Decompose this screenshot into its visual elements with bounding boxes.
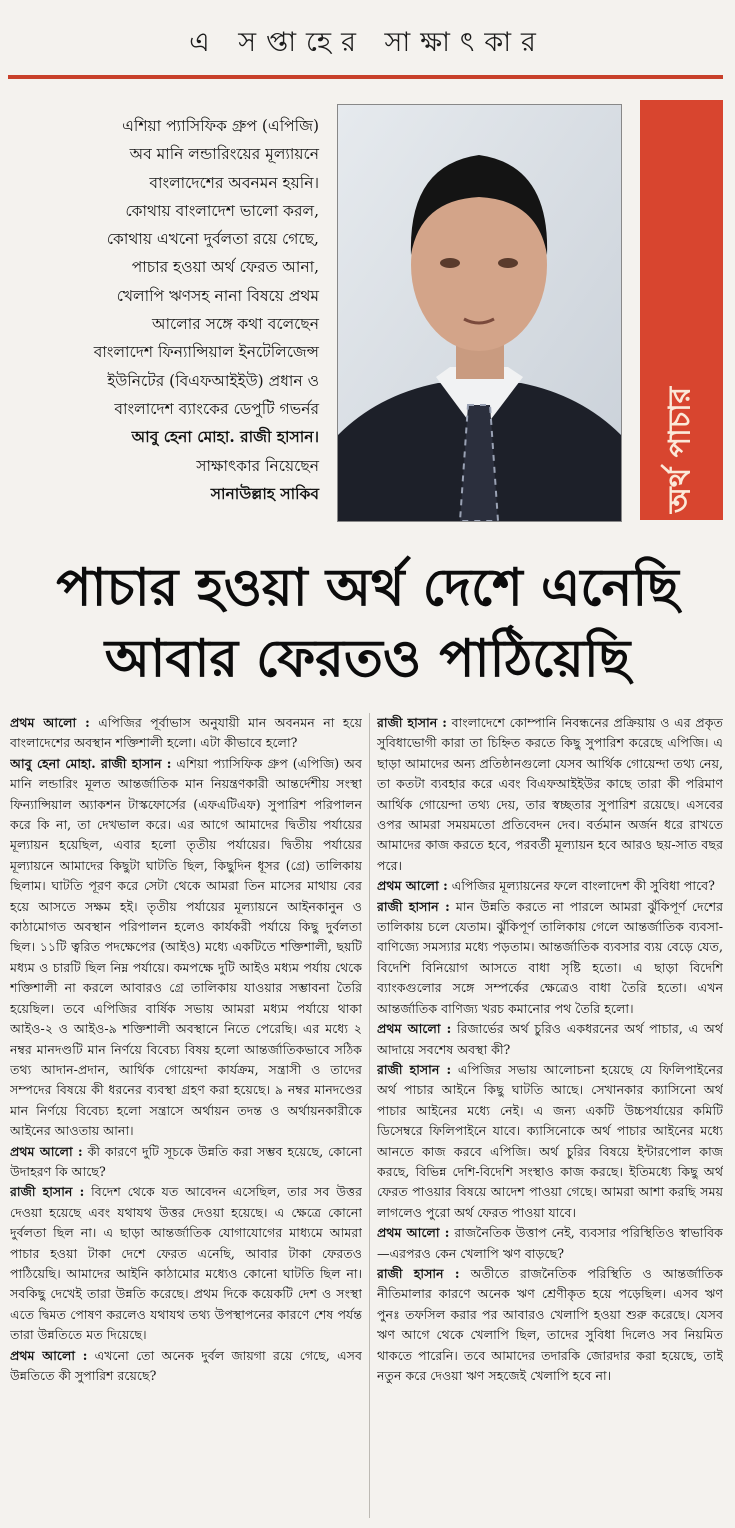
qa-paragraph — [377, 713, 723, 876]
qa-paragraph — [10, 754, 362, 1142]
paragraph-text: এপিজির পূর্বাভাস অনুযায়ী মান অবনমন না হয়ে বাংলাদেশের অবস্থান শক্তিশালী হলো। এটা কীভাবে হলো? — [10, 715, 362, 751]
paragraph-text: এশিয়া প্যাসিফিক গ্রুপ (এপিজি) অব মানি লন্ডারিং মূলত আন্তর্জাতিক মান নিয়ন্ত্রণকারী আন্তর্দেশীয় সংস্থা ফিন্যান্সিয়াল অ্যাকশন টাস্কফোর্সের (এফএটিএফ) সুপারিশ পরিপালন করে কি না, তা দেখভাল করে। এর আগে আমাদের দ্বিতীয় পর্যায়ের মূল্যায়ন হয়েছিল, এবার হলো তৃতীয় পর্যায়ের। দ্বিতীয় পর্যায়ের মূল্যায়নে আমাদের কিছুটা ঘাটতি ছিল, কিছুদিন ধূসর (গ্রে) তালিকায় ছিলাম। ঘাটতি পূরণ করে সেটা থেকে আমরা তিন মাসের মাথায় বের হয়ে আসতে সক্ষম হই। তৃতীয় পর্যায়ের মূল্যায়নে আইনকানুন ও কাঠামোগত অবস্থান পরিপালন হলেও কার্যকরী পর্যায়ে কিছু দুর্বলতা ছিল। ১১টি ত্বরিত পদক্ষেপের (আইও) মধ্যে একটিতে শক্তিশালী, ছয়টি মধ্যম ও চারটি ছিল নিম্ন পর্যায়ে। কমপক্ষে দুটি আইও মধ্যম পর্যায় থেকে শক্তিশালী না করলে আবারও গ্রে তালিকায় যাওয়ার সম্ভাবনা তৈরি হয়েছিল। তবে এপিজির বার্ষিক সভায় আমরা মধ্যম পর্যায়ে থাকা আইও-২ ও আইও-৯ শক্তিশালী অবস্থানে নিতে পেরেছি। এর মধ্যে ২ নম্বর মানদণ্ডটি মান নির্ণয়ে বিবেচ্য বিষয় হলো আন্তর্জাতিকভাবে সঠিক তথ্য আদান-প্রদান, আর্থিক গোয়েন্দা কার্যক্রম, সন্ত্রাসী ও তাদের সম্পদের বিষয়ে কী ধরনের ব্যবস্থা গ্রহণ করা হয়েছে। ৯ নম্বর মানদণ্ডের মান নির্ণয়ে বিবেচ্য হলো সন্ত্রাসে অর্থায়ন তদন্ত ও অর্থায়নকারীকে আইনের আওতায় আনা। — [10, 755, 362, 1139]
intro-line: বাংলাদেশের অবনমন হয়নি। — [149, 173, 319, 192]
speaker-label: প্রথম আলো : — [377, 878, 448, 894]
paragraph-text: বাংলাদেশে কোম্পানি নিবন্ধনের প্রক্রিয়ায় ও এর প্রকৃত সুবিধাভোগী কারা তা চিহ্নিত করতে কিছু সুপারিশ করেছে এপিজি। এ ছাড়া আমাদের অন্য প্রতিষ্ঠানগুলো যেসব আর্থিক গোয়েন্দা তথ্য নেয়, তা কতটা ব্যবহার করে এবং বিএফআইইউর কাছে তারা কী পরিমাণ আর্থিক গোয়েন্দা তথ্য দেয়, তার স্বচ্ছতার সুপারিশ রয়েছে। এসবের ওপর আমরা সময়মতো প্রতিবেদন দেব। বর্তমান অর্জন ধরে রাখতে আমাদের কাজ করতে হবে, পরবর্তী মূল্যায়ন হবে আরও ছয়-সাত বছর পরে। — [377, 715, 723, 873]
portrait-photo — [337, 104, 622, 522]
byline-label: সাক্ষাৎকার নিয়েছেন — [196, 456, 319, 475]
qa-paragraph — [377, 876, 723, 896]
intro-line: বাংলাদেশ ব্যাংকের ডেপুটি গভর্নর — [114, 399, 319, 418]
paragraph-text: এপিজির মূল্যায়নের ফলে বাংলাদেশ কী সুবিধা পাবে? — [451, 878, 715, 894]
speaker-label: রাজী হাসান : — [377, 1061, 452, 1077]
speaker-label: রাজী হাসান : — [377, 898, 450, 914]
paragraph-text: রাজনৈতিক উত্তাপ নেই, ব্যবসার পরিস্থিতিও স্বাভাবিক—এরপরও কেন খেলাপি ঋণ বাড়ছে? — [377, 1225, 723, 1261]
speaker-label: প্রথম আলো : — [10, 1347, 88, 1363]
speaker-label: রাজী হাসান : — [377, 715, 447, 730]
byline-name: সানাউল্লাহ সাকিব — [210, 483, 319, 503]
intro-line: পাচার হওয়া অর্থ ফেরত আনা, — [131, 258, 319, 277]
portrait-illustration — [338, 105, 621, 521]
section-rule — [8, 75, 723, 79]
speaker-label: প্রথম আলো : — [377, 1021, 452, 1037]
topic-tag: অর্থ পাচার — [662, 386, 698, 514]
qa-paragraph — [10, 1346, 362, 1387]
column-divider — [369, 713, 370, 1518]
intro-line: অব মানি লন্ডারিংয়ের মূল্যায়নে — [129, 145, 319, 164]
paragraph-text: এপিজির সভায় আলোচনা হয়েছে যে ফিলিপাইনের অর্থ পাচার আইনে কিছু ঘাটতি আছে। সেখানকার ক্যাসিনো অর্থ পাচার আইনের মধ্যে নেই। এ জন্য একটি উচ্চপর্যায়ের কমিটি ডিসেম্বরে ফিলিপাইনে যাবে। ক্যাসিনোকে অর্থ পাচার আইনের মধ্যে আনতে কাজ করবে এপিজি। অর্থ চুরির বিষয়ে ইন্টারপোল কাজ করছে, বিভিন্ন দেশি-বিদেশি সংস্থাও কাজ করছে। ইতিমধ্যে কিছু অর্থ ফেরত পাওয়ার বিষয়ে আদেশ পাওয়া গেছে। আমরা আশা করছি সময় লাগলেও পুরো অর্থ ফেরত পাওয়া যাবে। — [377, 1061, 723, 1220]
speaker-label: আবু হেনা মোহা. রাজী হাসান : — [10, 755, 172, 771]
article-column-left — [10, 713, 362, 1525]
paragraph-text: অতীতে রাজনৈতিক পরিস্থিতি ও আন্তর্জাতিক নীতিমালার কারণে অনেক ঋণ শ্রেণীকৃত হয়ে পড়েছিল। এসব ঋণ পুনঃ তফসিল করার পর আবারও খেলাপি হওয়া শুরু করেছে। যেসব ঋণ আগে থেকে খেলাপি ছিল, তাদের সুবিধা দিলেও সব নিয়মিত থাকতে পারেনি। তবে আমাদের তদারকি জোরদার করা হয়েছে, তাই নতুন করে দেওয়া ঋণ সহজেই খেলাপি হবে না। — [377, 1265, 723, 1383]
paragraph-text: রিজার্ভের অর্থ চুরিও একধরনের অর্থ পাচার, এ অর্থ আদায়ে সবশেষ অবস্থা কী? — [377, 1021, 723, 1057]
qa-paragraph — [377, 1019, 723, 1060]
qa-paragraph — [377, 1264, 723, 1386]
intro-line: খেলাপি ঋণসহ নানা বিষয়ে প্রথম — [116, 286, 319, 305]
qa-paragraph — [10, 1182, 362, 1345]
qa-paragraph — [377, 1223, 723, 1264]
qa-paragraph — [10, 713, 362, 754]
speaker-label: রাজী হাসান : — [377, 1265, 460, 1281]
intro-line: বাংলাদেশ ফিন্যান্সিয়াল ইনটেলিজেন্স — [93, 343, 319, 362]
intro-line: কোথায় এখনো দুর্বলতা রয়ে গেছে, — [106, 230, 319, 249]
speaker-label: প্রথম আলো : — [10, 1143, 83, 1159]
paragraph-text: বিদেশ থেকে যত আবেদন এসেছিল, তার সব উত্তর দেওয়া হয়েছে এবং যথাযথ উত্তর দেওয়া হয়েছে। এ ক্ষেত্রে কোনো দুর্বলতা ছিল না। এ ছাড়া আন্তর্জাতিক যোগাযোগের মাধ্যমে আমরা পাচার হওয়া টাকা দেশে ফেরত এনেছি, আবার টাকা ফেরতও পাঠিয়েছি। আমাদের আইনি কাঠামোর মধ্যেও কোনো ঘাটতি ছিল না। সবকিছু দেখেই তারা উন্নতি করেছে। প্রথম দিকে কয়েকটি দেশ ও সংস্থা এতে দ্বিমত পোষণ করলেও যথাযথ তথ্য উপস্থাপনের কারণে শেষ পর্যন্ত তারা উন্নতিতে মত দিয়েছে। — [10, 1184, 362, 1343]
intro-line: আলোর সঙ্গে কথা বলেছেন — [151, 315, 319, 334]
paragraph-text: মান উন্নতি করতে না পারলে আমরা ঝুঁকিপূর্ণ দেশের তালিকায় চলে যেতাম। ঝুঁকিপূর্ণ তালিকায় গেলে আন্তর্জাতিক ব্যবসা-বাণিজ্যে সমস্যার মধ্যে পড়তাম। আন্তর্জাতিক ব্যবসার ব্যয় বেড়ে যেত, বিদেশি বিনিয়োগ আসতে বাধা সৃষ্টি হতো। এ ছাড়া বিদেশি ব্যাংকগুলোর সঙ্গে সম্পর্কের ক্ষেত্রেও বাধা তৈরি হতো। এখন আন্তর্জাতিক বাণিজ্য খরচ কমানোর পথ তৈরি হলো। — [377, 898, 723, 1016]
article-column-right — [377, 713, 723, 1525]
interviewee-name: আবু হেনা মোহা. রাজী হাসান। — [131, 427, 319, 447]
speaker-label: রাজী হাসান : — [10, 1184, 85, 1200]
headline-line-2: আবার ফেরতও পাঠিয়েছি — [104, 629, 631, 689]
intro-line: কোথায় বাংলাদেশ ভালো করল, — [125, 201, 319, 220]
qa-paragraph — [377, 1060, 723, 1223]
headline-line-1: পাচার হওয়া অর্থ দেশে এনেছি — [56, 558, 679, 618]
section-title: এ সপ্তাহের সাক্ষাৎকার — [189, 27, 546, 58]
paragraph-text: এখনো তো অনেক দুর্বল জায়গা রয়ে গেছে, এসব উন্নতিতে কী সুপারিশ রয়েছে? — [10, 1347, 362, 1383]
speaker-label: প্রথম আলো : — [10, 715, 90, 730]
intro-line: এশিয়া প্যাসিফিক গ্রুপ (এপিজি) — [122, 117, 319, 135]
speaker-label: প্রথম আলো : — [377, 1225, 450, 1241]
intro-line: ইউনিটের (বিএফআইইউ) প্রধান ও — [107, 371, 319, 390]
paragraph-text: কী কারণে দুটি সূচকে উন্নতি করা সম্ভব হয়েছে, কোনো উদাহরণ কি আছে? — [10, 1143, 362, 1179]
qa-paragraph — [10, 1142, 362, 1183]
intro-block — [14, 112, 319, 508]
qa-paragraph — [377, 897, 723, 1019]
